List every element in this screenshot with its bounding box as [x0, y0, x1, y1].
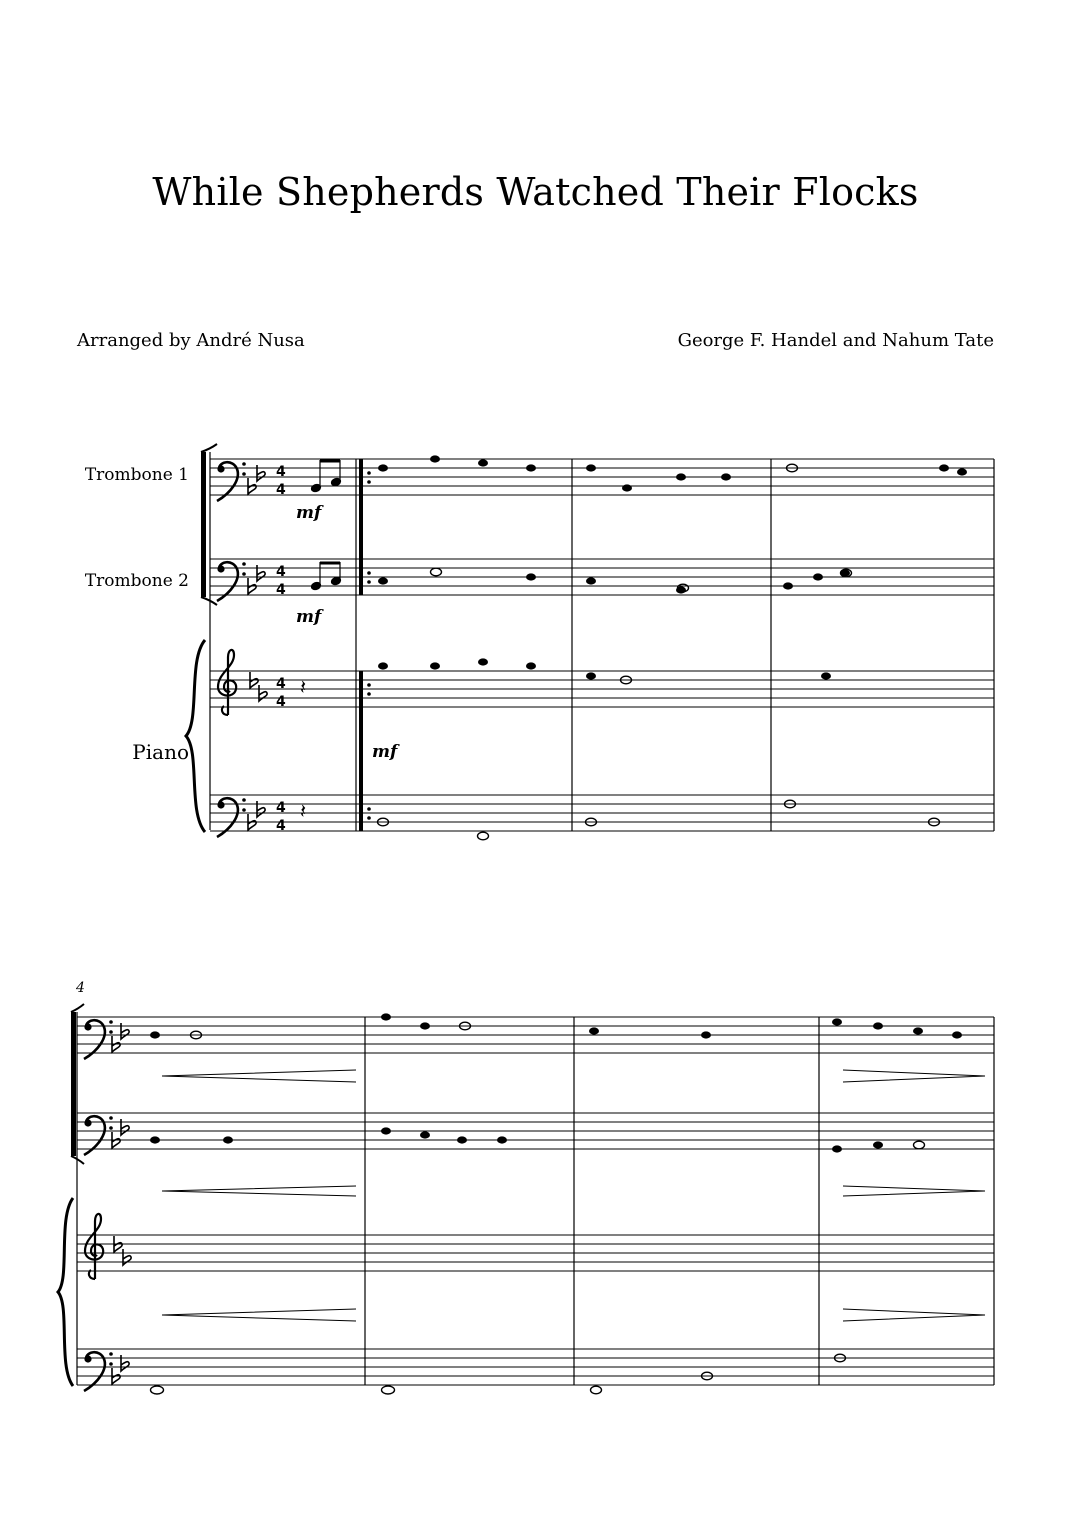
- measure-number: 4: [76, 980, 85, 996]
- dynamic-mf: mf: [296, 607, 322, 627]
- time-sig-top: 4: [276, 800, 286, 816]
- arranger-credit: Arranged by André Nusa: [77, 330, 305, 351]
- system-2: [58, 1004, 994, 1394]
- svg-text:𝄽: 𝄽: [300, 799, 307, 823]
- svg-text:𝄽: 𝄽: [300, 675, 307, 699]
- time-sig-bottom: 4: [276, 582, 286, 598]
- instrument-label-piano: Piano: [132, 740, 189, 764]
- score-title: While Shepherds Watched Their Flocks: [152, 170, 919, 214]
- composer-credit: George F. Handel and Nahum Tate: [677, 330, 994, 351]
- time-sig-bottom: 4: [276, 818, 286, 834]
- time-sig-bottom: 4: [276, 694, 286, 710]
- instrument-label-trombone-2: Trombone 2: [84, 571, 189, 591]
- time-sig-top: 4: [276, 464, 286, 480]
- time-sig-bottom: 4: [276, 482, 286, 498]
- time-sig-top: 4: [276, 676, 286, 692]
- instrument-label-trombone-1: Trombone 1: [84, 465, 189, 485]
- repeat-barline: [356, 459, 371, 831]
- time-sig-top: 4: [276, 564, 286, 580]
- dynamic-mf: mf: [296, 503, 322, 523]
- dynamic-mf: mf: [372, 742, 398, 762]
- system-1: [186, 444, 994, 840]
